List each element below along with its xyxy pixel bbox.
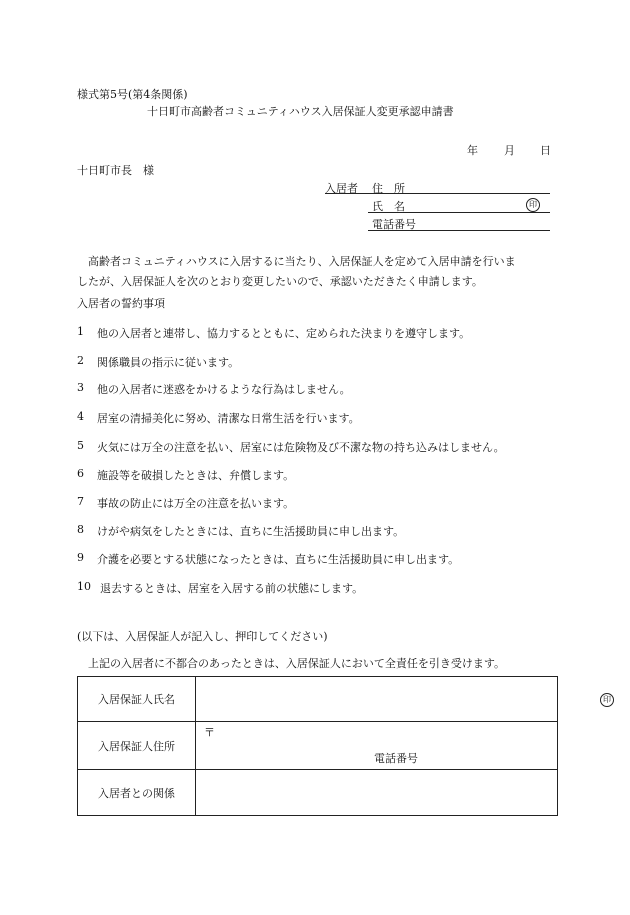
applicant-role-label: 入居者 [325,182,358,195]
body-line-1: 高齢者コミュニティハウスに入居するに当たり、入居保証人を定めて入居申請を行いま [88,255,516,268]
pledge-item-number: 7 [77,495,84,508]
applicant-seal-icon: 印 [526,198,540,212]
pledge-item-number: 9 [77,551,84,564]
guarantor-statement: 上記の入居者に不都合のあったときは、入居保証人において全責任を引き受けます。 [88,657,506,670]
pledge-item-text: 事故の防止には万全の注意を払います。 [97,497,295,510]
guarantor-address-field[interactable] [196,722,558,770]
pledge-item-number: 2 [77,354,84,367]
pledge-item-number: 10 [77,580,91,593]
pledge-item-text: 退去するときは、居室を入居する前の状態にします。 [100,582,364,595]
date-month-label: 月 [504,144,515,157]
pledge-item-number: 5 [77,439,84,452]
guarantor-name-field[interactable] [196,677,611,722]
guarantor-note: (以下は、入居保証人が記入し、押印してください) [77,630,328,643]
pledge-item-text: 施設等を破損したときは、弁償します。 [97,469,295,482]
pledge-item-text: 他の入居者と連帯し、協力するとともに、定められた決まりを遵守します。 [97,327,471,340]
guarantor-relation-field[interactable] [196,770,558,816]
pledge-item-text: 他の入居者に迷惑をかけるような行為はしません。 [97,383,351,396]
pledge-heading: 入居者の誓約事項 [77,297,165,310]
pledge-item-number: 8 [77,523,84,536]
pledge-item-number: 1 [77,325,84,338]
pledge-item-text: けがや病気をしたときには、直ちに生活援助員に申し出ます。 [97,525,405,538]
applicant-name-label: 氏 名 [372,200,405,213]
postal-mark-icon: 〒 [204,726,215,739]
pledge-item-number: 3 [77,381,84,394]
applicant-name-field[interactable] [368,212,550,213]
pledge-item-text: 火気には万全の注意を払い、居室には危険物及び不潔な物の持ち込みはしません。 [97,441,505,454]
guarantor-name-label: 入居保証人氏名 [78,677,196,722]
pledge-item-text: 関係職員の指示に従います。 [97,356,240,369]
pledge-item-number: 4 [77,410,84,423]
table-row [78,722,558,770]
pledge-item-text: 居室の清掃美化に努め、清潔な日常生活を行います。 [97,412,360,425]
pledge-item-text: 介護を必要とする状態になったときは、直ちに生活援助員に申し出ます。 [97,553,460,566]
pledge-item-number: 6 [77,467,84,480]
guarantor-address-label: 入居保証人住所 [78,722,196,770]
addressee: 十日町市長 様 [77,164,154,177]
form-number: 様式第5号(第4条関係) [77,88,188,101]
body-line-2: したが、入居保証人を次のとおり変更したいので、承認いただきたく申請します。 [77,275,483,288]
guarantor-relation-label: 入居者との関係 [78,770,196,816]
date-year-label: 年 [467,144,478,157]
table-row [78,770,558,816]
applicant-phone-label: 電話番号 [372,218,416,231]
date-day-label: 日 [540,144,551,157]
guarantor-table [77,676,611,816]
guarantor-phone-label: 電話番号 [374,752,418,765]
applicant-address-label: 住 所 [372,182,405,195]
form-title: 十日町市高齢者コミュニティハウス入居保証人変更承認申請書 [147,105,454,118]
applicant-phone-field[interactable] [368,230,550,231]
guarantor-seal-icon: 印 [600,693,614,707]
applicant-address-field[interactable] [325,193,550,194]
table-row [78,677,558,722]
